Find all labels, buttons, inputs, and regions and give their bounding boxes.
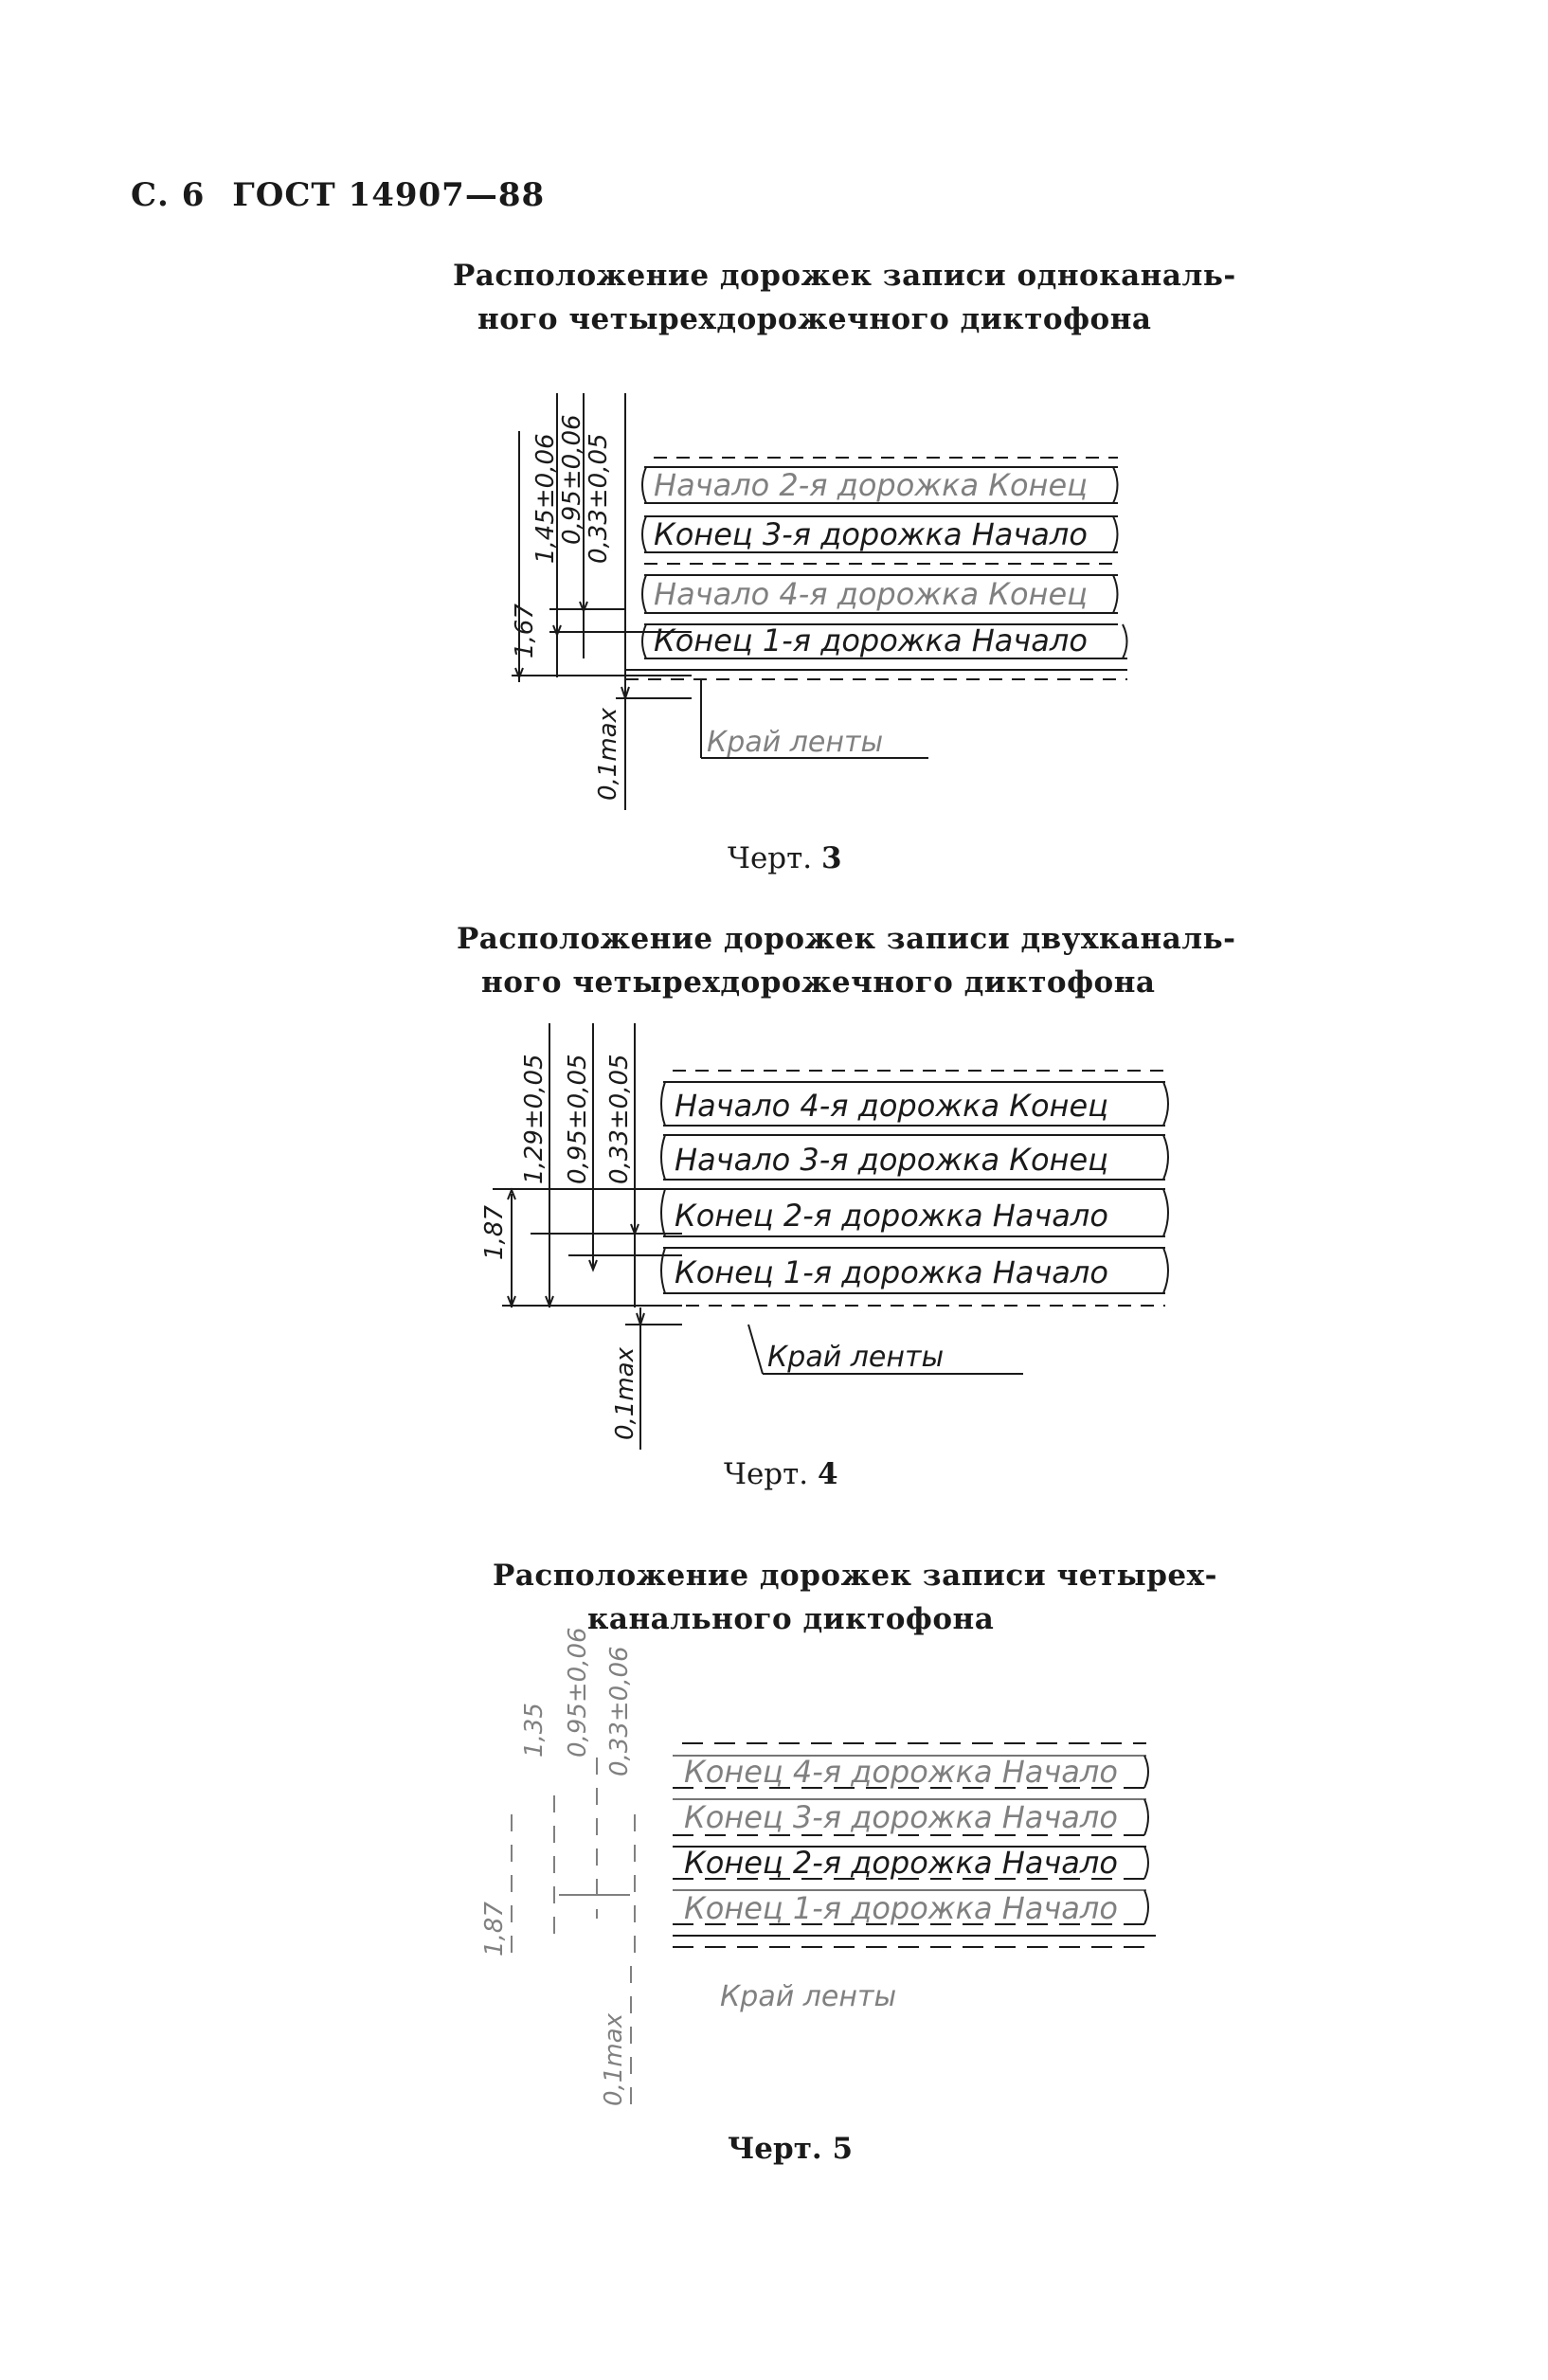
figure-5-track-1: Конец 1-я дорожка Начало [684, 1890, 1118, 1926]
figure-5-title-line-1: Расположение дорожек записи четырех- [493, 1559, 1217, 1593]
figure-4-dim-2: 0,95±0,05 [564, 1054, 592, 1184]
figure-4-dim-total: 1,87 [480, 1205, 509, 1260]
figure-3-track-1: Конец 1-я дорожка Начало [654, 622, 1088, 658]
figure-3-title [453, 254, 1236, 341]
figure-4-title-line-1: Расположение дорожек записи двухканаль- [457, 922, 1236, 956]
figure-5-track-2: Конец 2-я дорожка Начало [684, 1845, 1118, 1881]
figure-5-dim-total: 1,87 [480, 1902, 509, 1956]
figure-5-caption [728, 2132, 853, 2166]
figure-4-track-2: Конец 2-я дорожка Начало [675, 1198, 1108, 1234]
figure-3-dim-2: 0,95±0,06 [558, 414, 586, 545]
figure-3-title-line-2: ного четырехдорожечного диктофона [477, 302, 1152, 336]
figure-5-edge-label: Край ленты [720, 1980, 897, 2013]
figure-4-track-3: Начало 3-я дорожка Конец [675, 1142, 1108, 1178]
figure-4-caption [724, 1457, 838, 1491]
figure-3-dim-total: 1,67 [511, 604, 539, 658]
figure-4-title [457, 917, 1236, 1004]
figure-5-dim-2: 0,95±0,06 [564, 1627, 592, 1758]
figure-4-caption-number: 4 [818, 1457, 838, 1491]
figure-3-dim-edge: 0,1max [594, 708, 622, 801]
figure-3-dim-1: 1,45±0,06 [531, 433, 560, 564]
figure-4-dim-1: 1,29±0,05 [520, 1054, 549, 1184]
figure-5-title [493, 1554, 1217, 1641]
figure-3-drawing [474, 374, 1156, 810]
figure-3-caption-number: 3 [821, 841, 842, 875]
figure-3-track-2: Начало 2-я дорожка Конец [654, 467, 1088, 503]
figure-5-dim-1: 1,35 [520, 1703, 549, 1758]
figure-3-dim-3: 0,33±0,05 [585, 433, 613, 564]
figure-5-title-line-2: канального диктофона [587, 1602, 995, 1636]
figure-5-drawing [464, 1627, 1203, 2108]
figure-4-drawing [464, 1023, 1203, 1450]
figure-4-track-1: Конец 1-я дорожка Начало [675, 1254, 1108, 1290]
figure-4-caption-text: Черт. [724, 1457, 809, 1491]
figure-4-title-line-2: ного четырехдорожечного диктофона [481, 965, 1156, 1000]
figure-3-track-4: Начало 4-я дорожка Конец [654, 576, 1088, 612]
figure-5-track-3: Конец 3-я дорожка Начало [684, 1799, 1118, 1835]
figure-3-caption-text: Черт. [728, 841, 813, 875]
figure-4-dim-edge: 0,1max [611, 1347, 639, 1440]
figure-3-title-line-1: Расположение дорожек записи одноканаль- [453, 259, 1236, 293]
figure-5-caption-text: Черт. [728, 2132, 822, 2166]
figure-3-edge-label: Край ленты [707, 726, 884, 759]
document-code: ГОСТ 14907—88 [232, 176, 546, 214]
figure-5-dim-3: 0,33±0,06 [605, 1646, 634, 1776]
page-header [131, 176, 545, 214]
figure-4-edge-label: Край ленты [767, 1341, 945, 1374]
figure-5-track-4: Конец 4-я дорожка Начало [684, 1754, 1118, 1790]
page-number: С. 6 [131, 176, 206, 214]
figure-3-track-3: Конец 3-я дорожка Начало [654, 516, 1088, 552]
figure-5-dim-edge: 0,1max [600, 2013, 628, 2106]
figure-5-caption-number: 5 [832, 2132, 854, 2166]
figure-4-dim-3: 0,33±0,05 [605, 1054, 634, 1184]
figure-3-caption [728, 841, 842, 875]
figure-4-track-4: Начало 4-я дорожка Конец [675, 1088, 1108, 1124]
